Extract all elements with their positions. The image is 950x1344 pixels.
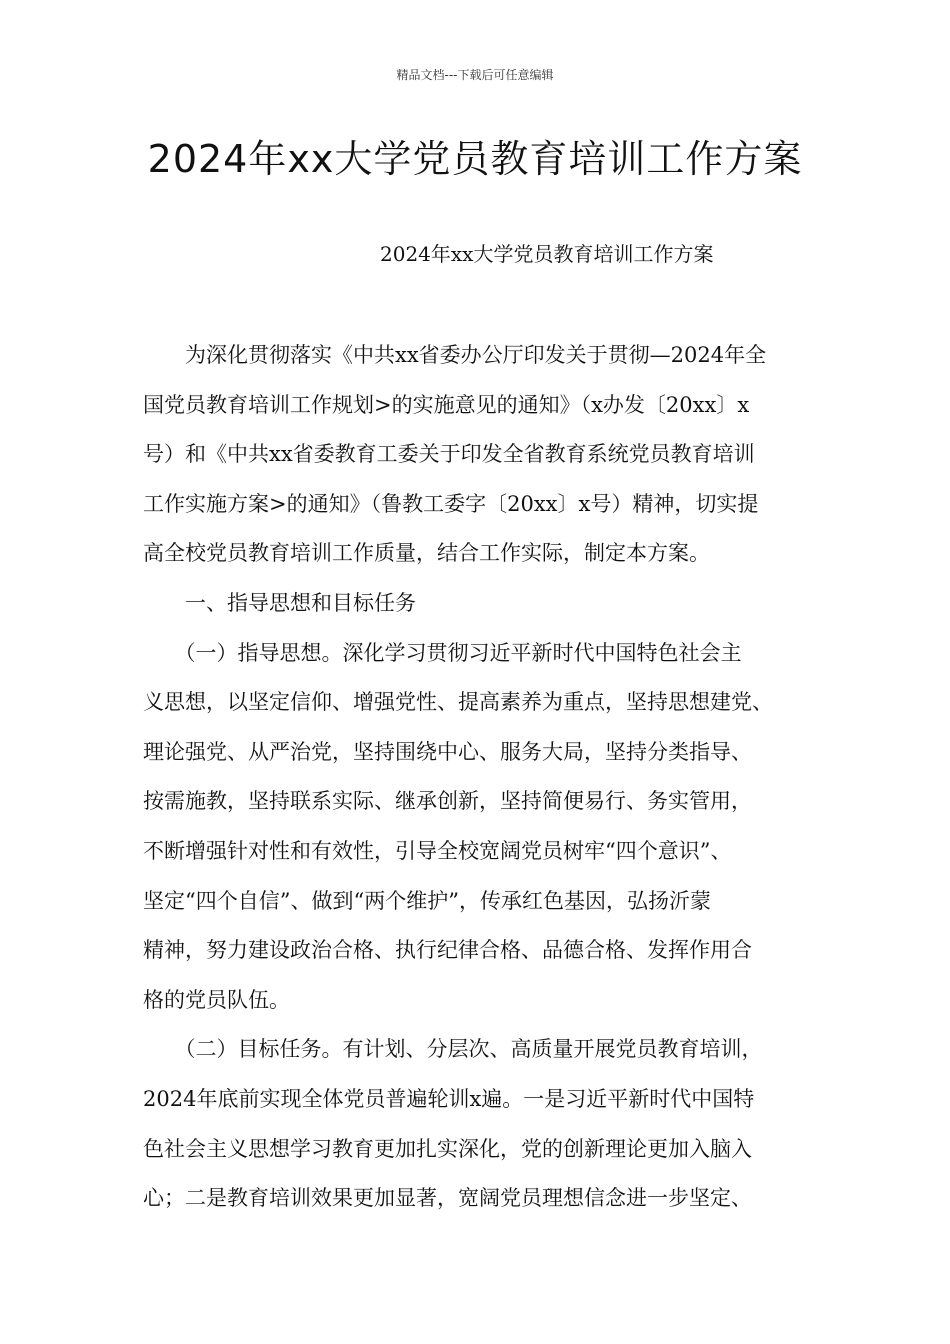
body-line: 工作实施方案>的通知》（鲁教工委字〔20xx〕x号）精神，切实提 bbox=[143, 491, 759, 516]
body-line: 坚定“四个自信”、做到“两个维护”，传承红色基因，弘扬沂蒙 bbox=[143, 888, 711, 913]
document-body bbox=[143, 331, 833, 1224]
body-line: 精神，努力建设政治合格、执行纪律合格、品德合格、发挥作用合 bbox=[143, 938, 752, 963]
body-line: 心；二是教育培训效果更加显著，宽阔党员理想信念进一步坚定、 bbox=[143, 1186, 752, 1211]
body-line: 义思想，以坚定信仰、增强党性、提高素养为重点，坚持思想建党、 bbox=[143, 690, 773, 715]
document-subtitle: 2024年xx大学党员教育培训工作方案 bbox=[380, 242, 714, 266]
body-line: 不断增强针对性和有效性，引导全校宽阔党员树牢“四个意识”、 bbox=[143, 838, 732, 863]
body-line: 格的党员队伍。 bbox=[143, 987, 290, 1012]
body-line: 高全校党员教育培训工作质量，结合工作实际，制定本方案。 bbox=[143, 541, 710, 566]
body-line: 色社会主义思想学习教育更加扎实深化，党的创新理论更加入脑入 bbox=[143, 1136, 752, 1161]
body-line: 国党员教育培训工作规划>的实施意见的通知》（x办发〔20xx〕x bbox=[143, 392, 750, 417]
document-title: 2024年xx大学党员教育培训工作方案 bbox=[147, 137, 803, 181]
body-line: 号）和《中共xx省委教育工委关于印发全省教育系统党员教育培训 bbox=[143, 442, 755, 467]
body-line: 2024年底前实现全体党员普遍轮训x遍。一是习近平新时代中国特 bbox=[143, 1086, 755, 1111]
body-line: （二）目标任务。有计划、分层次、高质量开展党员教育培训， bbox=[143, 1037, 763, 1062]
body-line: 按需施教，坚持联系实际、继承创新，坚持简便易行、务实管用， bbox=[143, 789, 752, 814]
body-line: 为深化贯彻落实《中共xx省委办公厅印发关于贯彻—2024年全 bbox=[143, 343, 767, 367]
body-line: （一）指导思想。深化学习贯彻习近平新时代中国特色社会主 bbox=[143, 640, 742, 665]
section-heading: 一、指导思想和目标任务 bbox=[143, 590, 416, 615]
header-note: 精品文档---下载后可任意编辑 bbox=[396, 68, 554, 82]
body-line: 理论强党、从严治党，坚持围绕中心、服务大局，坚持分类指导、 bbox=[143, 739, 752, 764]
